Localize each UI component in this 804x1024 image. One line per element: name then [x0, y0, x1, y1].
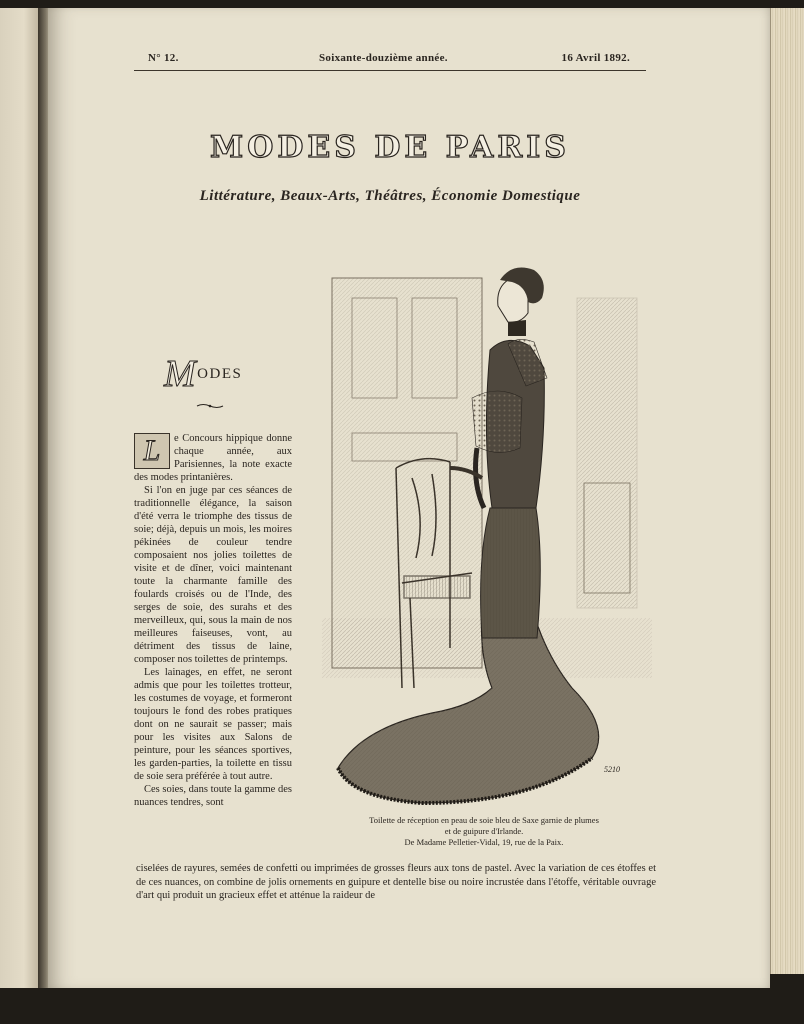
caption-line: De Madame Pelletier-Vidal, 19, rue de la Paix.	[404, 837, 564, 847]
section-heading-initial: M	[164, 353, 198, 395]
article-paragraph: Ces soies, dans toute la gamme des nuances tendres, sont	[134, 784, 292, 808]
left-page-edge	[0, 8, 41, 988]
article-continuation	[136, 862, 656, 903]
dropcap-letter: L	[134, 433, 170, 469]
issue-number: N° 12.	[148, 52, 179, 64]
masthead-title: MODES DE PARIS	[210, 130, 570, 165]
article-paragraph: Les lainages, en effet, ne seront admis que pour les toilettes trotteur, les costumes de voyage, et formeront toujours le fond des robes pratiques dont on ne saurait se passer; mais pour les visites aux Salons de peinture, pour les séances sportives, les garden-parties, la toilette en tissu de soie sera préférée à tout autre.	[134, 667, 292, 782]
page-stack-edges	[770, 8, 804, 974]
fashion-engraving	[322, 258, 652, 810]
caption-line: Toilette de réception en peau de soie bleu de Saxe garnie de plumes	[369, 815, 599, 825]
caption-line: et de guipure d'Irlande.	[444, 826, 524, 836]
engraver-mark: 5210	[604, 765, 620, 774]
ornament-divider	[196, 403, 224, 409]
section-heading	[164, 352, 243, 395]
article-paragraph: L e Concours hippique donne chaque année, aux Parisiennes, la note exacte des modes printanières.	[134, 433, 292, 483]
section-heading-rest: ODES	[197, 366, 243, 382]
figure-head	[498, 268, 544, 336]
issue-date: 16 Avril 1892.	[561, 52, 630, 64]
wall-pilaster	[577, 298, 637, 608]
illustration-caption	[334, 815, 634, 848]
door-panel	[332, 278, 482, 668]
publication-year: Soixante-douzième année.	[319, 52, 448, 64]
article-paragraph: ciselées de rayures, semées de confetti ou imprimées de grosses fleurs aux tons de pastel. Avec la variation de ces étoffes et de ces nuances, on combine de jolis ornements en guipure et dentelle bise ou noire incrustée dans l'étoffe, véritable ouvrage d'art qui produit un gracieux effet et atténue la raideur de	[136, 863, 656, 901]
article-column	[134, 432, 292, 809]
article-paragraph: Si l'on en juge par ces séances de traditionnelle élégance, la saison d'été verra le triomphe des tissus de soie; déjà, depuis un mois, les moires pékinées de couleur tendre composaient nos jolies toilettes de visite et de dîner, voici maintenant toute la charmante famille des foulards croisés ou de l'Inde, des serges de soie, des surahs et des merveilleux, qui, sous la main de nos meilleures faiseuses, vont, au détriment des tissus de laine, composer nos toilettes de printemps.	[134, 485, 292, 665]
running-header	[134, 50, 646, 71]
masthead-subtitle: Littérature, Beaux-Arts, Théâtres, Économie Domestique	[199, 188, 581, 204]
